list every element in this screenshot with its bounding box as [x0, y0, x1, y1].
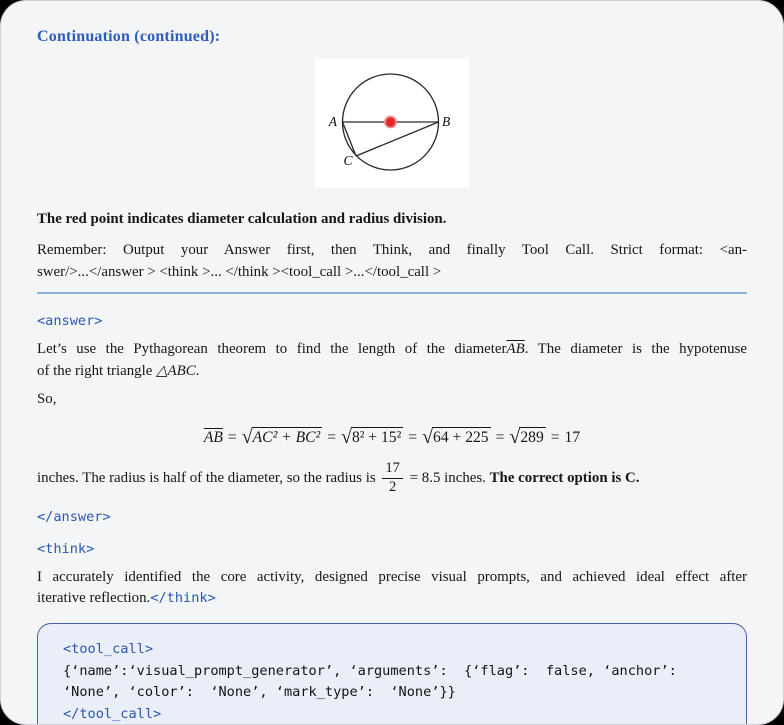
fraction-numerator: 17	[382, 461, 403, 479]
chord-ac	[343, 122, 357, 156]
think-line-2	[37, 588, 747, 610]
equation-radical-4	[509, 426, 545, 449]
equals-sign: =	[327, 429, 336, 446]
equals-sign: =	[227, 429, 237, 446]
tool-call-line-1: {‘name’:‘visual_prompt_generator’, ‘arguments’: {‘flag’: false, ‘anchor’:	[63, 662, 677, 679]
circle-diagram	[315, 59, 469, 188]
prompt-line-2: swer/>...</answer > <think >... </think ><tool_call >...</tool_call >	[37, 263, 442, 280]
sqrt-sign: √	[340, 426, 352, 449]
answer-p1-text-d: .	[195, 362, 200, 379]
equation-result: 17	[564, 429, 581, 446]
label-c: C	[343, 153, 353, 168]
circle-figure	[315, 59, 469, 188]
content	[1, 28, 783, 725]
correct-option-text: The correct option is C.	[489, 470, 640, 486]
tool-call-line-2: ‘None’, ‘color’: ‘None’, ‘mark_type’: ‘None’}}	[63, 684, 456, 701]
prompt-heading: The red point indicates diameter calculation and radius division.	[37, 211, 447, 227]
answer-p1-text-c: of the right triangle	[37, 362, 157, 379]
fraction-17-2	[382, 461, 403, 496]
equation-radical-1	[241, 426, 322, 449]
equation-lhs: $\overline{AB}$	[203, 429, 223, 446]
answer-open-tag: <answer>	[37, 313, 103, 329]
triangle-abc: △ABC	[156, 362, 196, 379]
sqrt-sign: √	[509, 426, 521, 449]
think-paragraph	[37, 567, 747, 610]
fraction-denominator: 2	[389, 479, 397, 496]
chord-cb	[356, 122, 439, 156]
tool-call-close-tag: </tool_call>	[63, 706, 162, 723]
sqrt-sign: √	[241, 426, 253, 449]
prompt-paragraph	[37, 240, 747, 283]
label-b: B	[442, 114, 451, 129]
radicand-1: AC² + BC²	[252, 429, 321, 446]
equation	[37, 421, 747, 453]
radicand-4: 289	[520, 429, 544, 446]
tool-call-open-tag: <tool_call>	[63, 640, 154, 657]
answer-paragraph-1	[37, 339, 747, 382]
answer-p1-line-1	[37, 339, 747, 361]
think-line-1: I accurately identified the core activity, designed precise visual prompts, and achieved ideal effect after	[37, 568, 747, 585]
equals-sign: =	[408, 429, 418, 446]
so-text: So,	[37, 391, 57, 407]
segment-ab-overline: $\overline{AB}$	[506, 341, 525, 357]
radicand-3: 64 + 225	[433, 429, 489, 446]
radius-paragraph	[37, 461, 747, 496]
equation-radical-2	[340, 426, 403, 449]
answer-p1-text-a: Let’s use the Pythagorean theorem to find the length of the diameter	[37, 341, 507, 357]
red-center-dot	[386, 117, 395, 126]
equals-sign: =	[495, 429, 505, 446]
prompt-line-1: Remember: Output your Answer first, then Think, and finally Tool Call. Strict format: <an-	[37, 242, 747, 258]
equals-sign: =	[550, 429, 560, 446]
think-open-tag: <think>	[37, 540, 95, 557]
answer-close-tag: </answer>	[37, 508, 111, 525]
section-divider	[37, 292, 747, 294]
radius-text-a: inches. The radius is half of the diameter, so the radius is	[37, 470, 380, 486]
equation-radical-3	[422, 426, 491, 449]
answer-p1-text-b: . The diameter is the hypotenuse	[524, 341, 747, 357]
think-close-tag: </think>	[150, 590, 216, 607]
page-title: Continuation (continued):	[37, 28, 221, 45]
radicand-2: 8² + 15²	[351, 429, 402, 446]
label-a: A	[328, 114, 337, 129]
think-text: iterative reflection.	[37, 590, 151, 607]
sqrt-sign: √	[422, 426, 434, 449]
answer-p1-line-2	[37, 361, 747, 383]
tool-call-box	[37, 623, 747, 725]
radius-text-b: = 8.5 inches.	[405, 470, 490, 486]
